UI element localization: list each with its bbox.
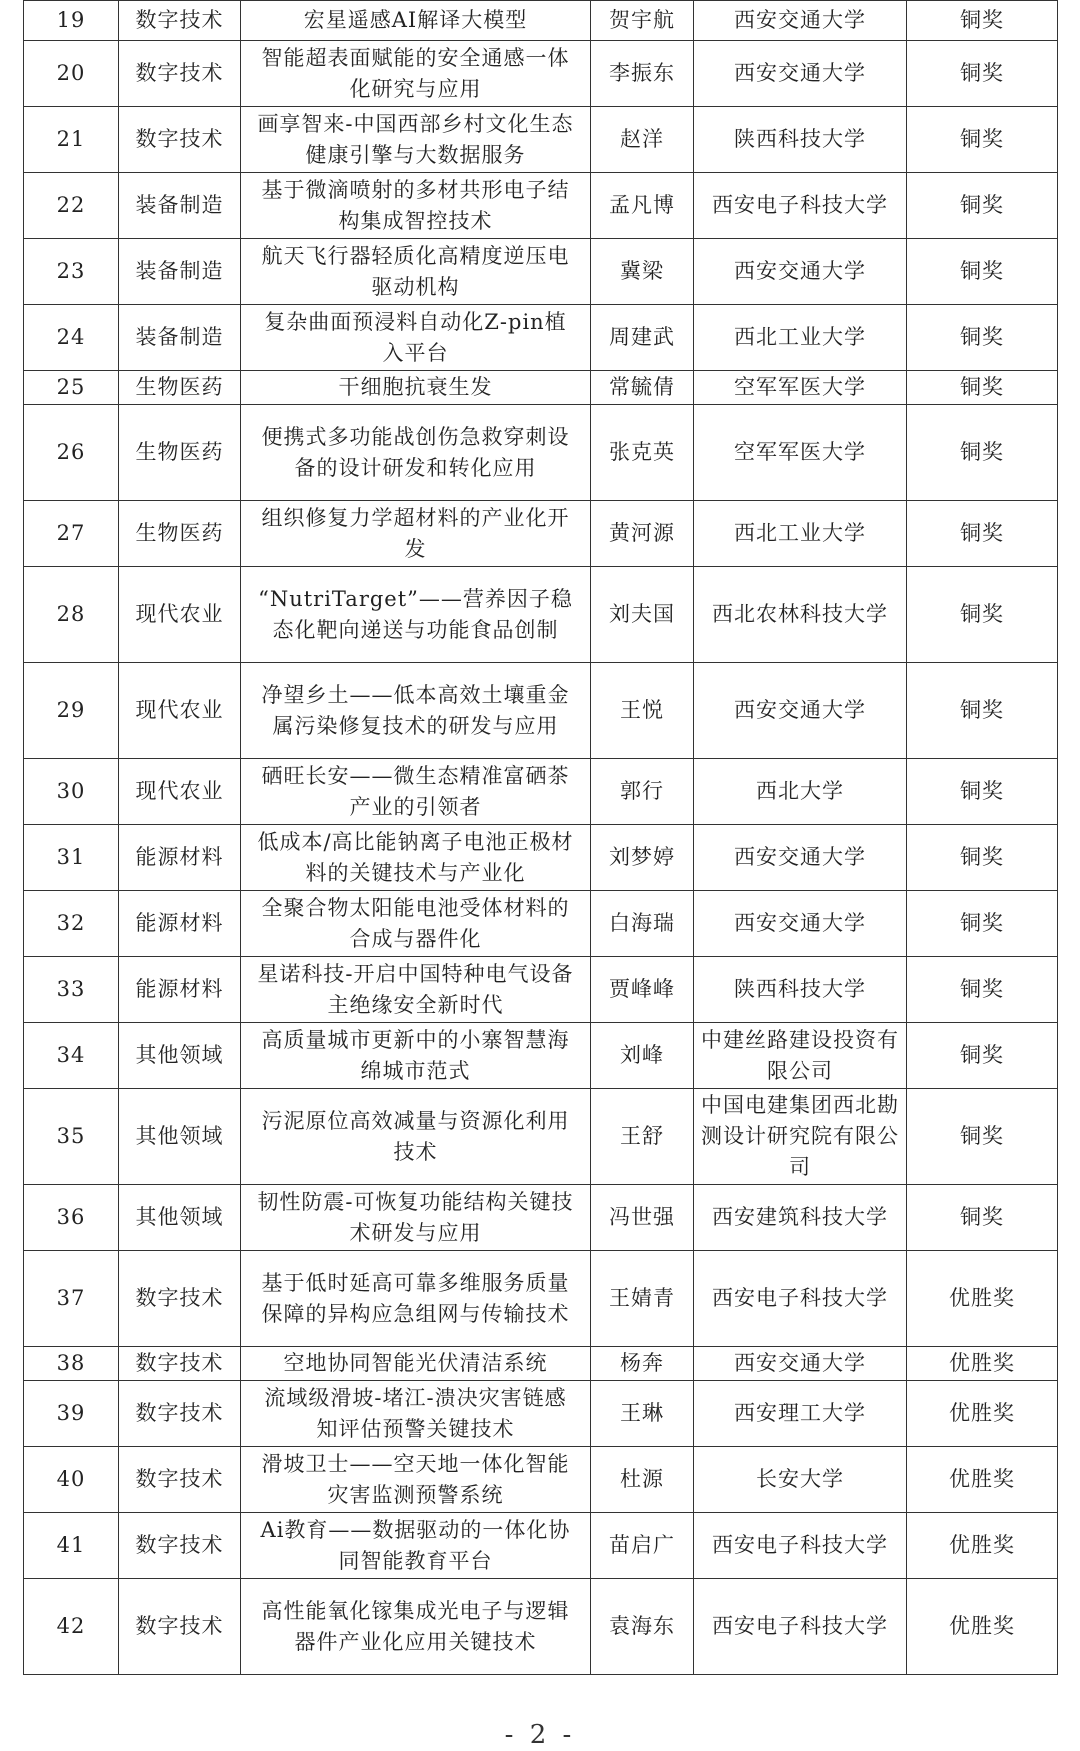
row-field: 现代农业	[119, 663, 241, 759]
table-row	[24, 759, 1058, 825]
row-project-title: 低成本/高比能钠离子电池正极材料的关键技术与产业化	[241, 825, 591, 891]
row-field: 其他领域	[119, 1185, 241, 1251]
row-organization: 西安交通大学	[694, 1, 907, 41]
row-leader-name: 赵洋	[591, 107, 694, 173]
row-award: 铜奖	[907, 305, 1058, 371]
row-organization: 西安交通大学	[694, 825, 907, 891]
row-project-title: 基于微滴喷射的多材共形电子结构集成智控技术	[241, 173, 591, 239]
table-row	[24, 1447, 1058, 1513]
row-award: 铜奖	[907, 173, 1058, 239]
row-leader-name: 杜源	[591, 1447, 694, 1513]
row-organization: 空军军医大学	[694, 405, 907, 501]
row-leader-name: 苗启广	[591, 1513, 694, 1579]
row-leader-name: 孟凡博	[591, 173, 694, 239]
row-project-title: 组织修复力学超材料的产业化开发	[241, 501, 591, 567]
row-award: 铜奖	[907, 1, 1058, 41]
row-project-title: 韧性防震-可恢复功能结构关键技术研发与应用	[241, 1185, 591, 1251]
row-organization: 西安电子科技大学	[694, 1251, 907, 1347]
row-field: 其他领域	[119, 1023, 241, 1089]
page-number: - 2 -	[504, 1720, 576, 1750]
row-organization: 西北工业大学	[694, 305, 907, 371]
row-award: 铜奖	[907, 239, 1058, 305]
row-leader-name: 郭行	[591, 759, 694, 825]
row-project-title: 星诺科技-开启中国特种电气设备主绝缘安全新时代	[241, 957, 591, 1023]
row-leader-name: 刘峰	[591, 1023, 694, 1089]
row-award: 铜奖	[907, 567, 1058, 663]
table-row	[24, 1185, 1058, 1251]
table-row	[24, 501, 1058, 567]
row-leader-name: 王悦	[591, 663, 694, 759]
row-field: 数字技术	[119, 1251, 241, 1347]
row-award: 铜奖	[907, 759, 1058, 825]
row-number: 36	[24, 1185, 119, 1251]
row-project-title: 全聚合物太阳能电池受体材料的合成与器件化	[241, 891, 591, 957]
row-project-title: 便携式多功能战创伤急救穿刺设备的设计研发和转化应用	[241, 405, 591, 501]
row-field: 数字技术	[119, 1579, 241, 1675]
table-row	[24, 1381, 1058, 1447]
table-row	[24, 567, 1058, 663]
row-field: 数字技术	[119, 107, 241, 173]
row-organization: 西安交通大学	[694, 41, 907, 107]
row-leader-name: 刘梦婷	[591, 825, 694, 891]
row-field: 装备制造	[119, 239, 241, 305]
row-award: 优胜奖	[907, 1513, 1058, 1579]
row-project-title: 干细胞抗衰生发	[241, 371, 591, 405]
row-number: 40	[24, 1447, 119, 1513]
row-award: 铜奖	[907, 1089, 1058, 1185]
row-project-title: “NutriTarget”——营养因子稳态化靶向递送与功能食品创制	[241, 567, 591, 663]
row-leader-name: 常毓倩	[591, 371, 694, 405]
row-number: 28	[24, 567, 119, 663]
row-organization: 西安交通大学	[694, 239, 907, 305]
row-award: 铜奖	[907, 1023, 1058, 1089]
row-award: 铜奖	[907, 663, 1058, 759]
row-award: 优胜奖	[907, 1381, 1058, 1447]
awards-table-body	[24, 1, 1058, 1675]
row-project-title: 污泥原位高效减量与资源化利用技术	[241, 1089, 591, 1185]
row-award: 铜奖	[907, 107, 1058, 173]
awards-table	[23, 0, 1058, 1675]
row-number: 19	[24, 1, 119, 41]
row-field: 装备制造	[119, 305, 241, 371]
row-organization: 西安电子科技大学	[694, 1579, 907, 1675]
row-organization: 西安建筑科技大学	[694, 1185, 907, 1251]
table-row	[24, 1347, 1058, 1381]
table-row	[24, 1513, 1058, 1579]
row-number: 24	[24, 305, 119, 371]
row-number: 34	[24, 1023, 119, 1089]
row-organization: 中建丝路建设投资有限公司	[694, 1023, 907, 1089]
row-project-title: 滑坡卫士——空天地一体化智能灾害监测预警系统	[241, 1447, 591, 1513]
row-project-title: 复杂曲面预浸料自动化Z-pin植入平台	[241, 305, 591, 371]
row-award: 优胜奖	[907, 1251, 1058, 1347]
row-organization: 西安理工大学	[694, 1381, 907, 1447]
row-organization: 西安交通大学	[694, 1347, 907, 1381]
row-leader-name: 刘夫国	[591, 567, 694, 663]
row-leader-name: 杨奔	[591, 1347, 694, 1381]
table-row	[24, 891, 1058, 957]
row-leader-name: 王舒	[591, 1089, 694, 1185]
row-leader-name: 李振东	[591, 41, 694, 107]
row-leader-name: 黄河源	[591, 501, 694, 567]
row-field: 其他领域	[119, 1089, 241, 1185]
row-project-title: 高质量城市更新中的小寨智慧海绵城市范式	[241, 1023, 591, 1089]
table-row	[24, 173, 1058, 239]
row-organization: 西安电子科技大学	[694, 1513, 907, 1579]
row-number: 26	[24, 405, 119, 501]
row-project-title: 基于低时延高可靠多维服务质量保障的异构应急组网与传输技术	[241, 1251, 591, 1347]
row-number: 37	[24, 1251, 119, 1347]
table-row	[24, 957, 1058, 1023]
row-number: 33	[24, 957, 119, 1023]
row-field: 数字技术	[119, 1347, 241, 1381]
row-organization: 长安大学	[694, 1447, 907, 1513]
row-award: 优胜奖	[907, 1347, 1058, 1381]
row-leader-name: 张克英	[591, 405, 694, 501]
table-row	[24, 405, 1058, 501]
row-organization: 西安交通大学	[694, 663, 907, 759]
row-project-title: Ai教育——数据驱动的一体化协同智能教育平台	[241, 1513, 591, 1579]
table-row	[24, 305, 1058, 371]
row-project-title: 净望乡土——低本高效土壤重金属污染修复技术的研发与应用	[241, 663, 591, 759]
row-field: 能源材料	[119, 825, 241, 891]
row-project-title: 画享智来-中国西部乡村文化生态健康引擎与大数据服务	[241, 107, 591, 173]
row-field: 数字技术	[119, 1, 241, 41]
table-row	[24, 371, 1058, 405]
row-field: 生物医药	[119, 371, 241, 405]
row-field: 数字技术	[119, 1381, 241, 1447]
row-organization: 陕西科技大学	[694, 957, 907, 1023]
row-number: 30	[24, 759, 119, 825]
row-field: 生物医药	[119, 501, 241, 567]
row-organization: 西安电子科技大学	[694, 173, 907, 239]
table-row	[24, 1023, 1058, 1089]
row-number: 39	[24, 1381, 119, 1447]
table-row	[24, 663, 1058, 759]
row-number: 31	[24, 825, 119, 891]
table-row	[24, 1089, 1058, 1185]
row-leader-name: 冯世强	[591, 1185, 694, 1251]
row-organization: 西安交通大学	[694, 891, 907, 957]
row-field: 装备制造	[119, 173, 241, 239]
row-field: 生物医药	[119, 405, 241, 501]
row-leader-name: 王婧青	[591, 1251, 694, 1347]
row-field: 数字技术	[119, 1513, 241, 1579]
table-row	[24, 1, 1058, 41]
row-award: 铜奖	[907, 371, 1058, 405]
row-leader-name: 王琳	[591, 1381, 694, 1447]
row-organization: 空军军医大学	[694, 371, 907, 405]
row-field: 数字技术	[119, 41, 241, 107]
table-row	[24, 1579, 1058, 1675]
row-project-title: 流域级滑坡-堵江-溃决灾害链感知评估预警关键技术	[241, 1381, 591, 1447]
row-number: 22	[24, 173, 119, 239]
row-number: 29	[24, 663, 119, 759]
row-field: 能源材料	[119, 891, 241, 957]
row-number: 32	[24, 891, 119, 957]
row-number: 25	[24, 371, 119, 405]
row-field: 现代农业	[119, 759, 241, 825]
row-leader-name: 贾峰峰	[591, 957, 694, 1023]
row-project-title: 空地协同智能光伏清洁系统	[241, 1347, 591, 1381]
row-field: 现代农业	[119, 567, 241, 663]
row-project-title: 宏星遥感AI解译大模型	[241, 1, 591, 41]
row-award: 铜奖	[907, 41, 1058, 107]
row-award: 铜奖	[907, 501, 1058, 567]
row-leader-name: 冀梁	[591, 239, 694, 305]
row-award: 铜奖	[907, 405, 1058, 501]
row-number: 42	[24, 1579, 119, 1675]
row-organization: 中国电建集团西北勘测设计研究院有限公司	[694, 1089, 907, 1185]
table-row	[24, 239, 1058, 305]
row-number: 38	[24, 1347, 119, 1381]
table-row	[24, 1251, 1058, 1347]
row-award: 铜奖	[907, 957, 1058, 1023]
table-row	[24, 825, 1058, 891]
row-organization: 西北大学	[694, 759, 907, 825]
row-field: 能源材料	[119, 957, 241, 1023]
row-award: 优胜奖	[907, 1447, 1058, 1513]
row-leader-name: 周建武	[591, 305, 694, 371]
row-organization: 陕西科技大学	[694, 107, 907, 173]
row-organization: 西北工业大学	[694, 501, 907, 567]
row-award: 铜奖	[907, 825, 1058, 891]
row-project-title: 高性能氧化镓集成光电子与逻辑器件产业化应用关键技术	[241, 1579, 591, 1675]
row-organization: 西北农林科技大学	[694, 567, 907, 663]
table-row	[24, 41, 1058, 107]
row-award: 铜奖	[907, 891, 1058, 957]
row-leader-name: 贺宇航	[591, 1, 694, 41]
table-row	[24, 107, 1058, 173]
row-number: 23	[24, 239, 119, 305]
row-award: 铜奖	[907, 1185, 1058, 1251]
row-project-title: 航天飞行器轻质化高精度逆压电驱动机构	[241, 239, 591, 305]
row-number: 20	[24, 41, 119, 107]
row-number: 27	[24, 501, 119, 567]
row-leader-name: 袁海东	[591, 1579, 694, 1675]
row-number: 41	[24, 1513, 119, 1579]
row-project-title: 硒旺长安——微生态精准富硒茶产业的引领者	[241, 759, 591, 825]
row-leader-name: 白海瑞	[591, 891, 694, 957]
row-field: 数字技术	[119, 1447, 241, 1513]
row-number: 21	[24, 107, 119, 173]
row-number: 35	[24, 1089, 119, 1185]
row-award: 优胜奖	[907, 1579, 1058, 1675]
row-project-title: 智能超表面赋能的安全通感一体化研究与应用	[241, 41, 591, 107]
